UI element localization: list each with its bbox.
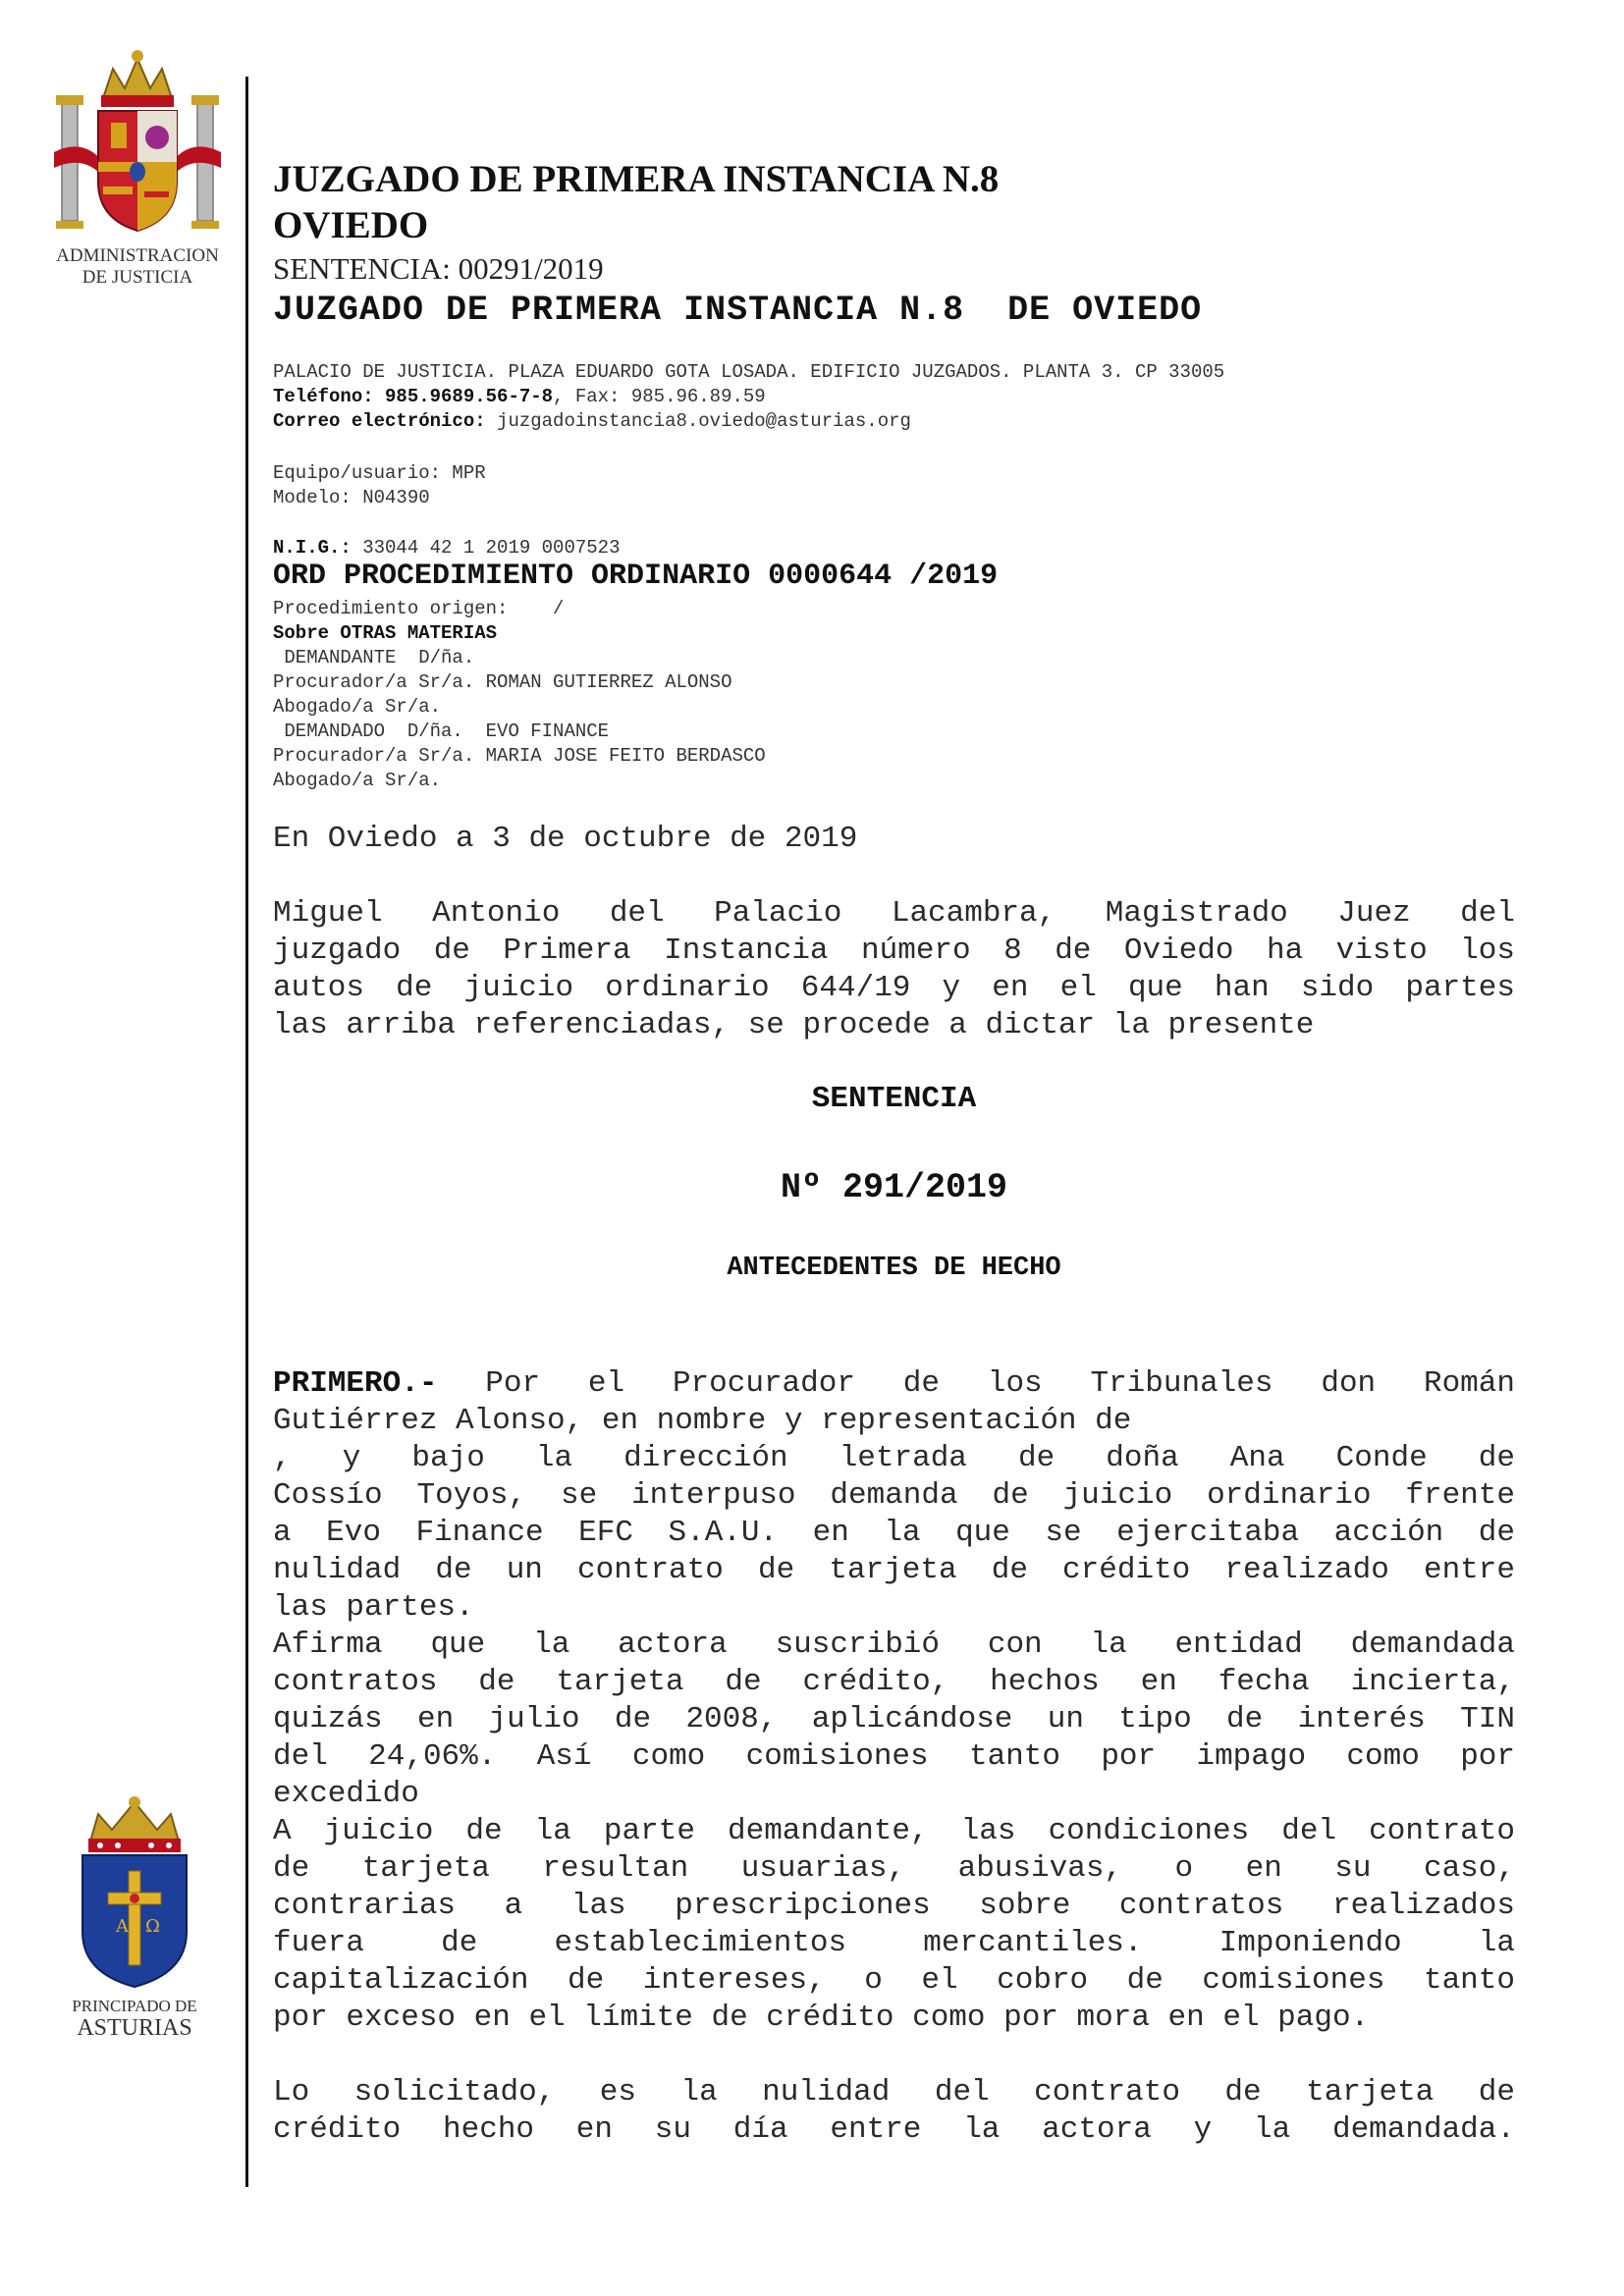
juicio-line: A juicio de la parte demandante, las condiciones del contrato (273, 1814, 1515, 1848)
primero-line: Gutiérrez Alonso, en nombre y representación de (273, 1404, 1132, 1438)
asturias-shield-icon (61, 1794, 208, 1991)
procedure-number: ORD PROCEDIMIENTO ORDINARIO 0000644 /2019 (273, 560, 999, 593)
court-address: PALACIO DE JUSTICIA. PLAZA EDUARDO GOTA LOSADA. EDIFICIO JUZGADOS. PLANTA 3. CP 33005 (273, 361, 1225, 383)
court-title-line2: OVIEDO (273, 204, 429, 246)
demandante: DEMANDANTE D/ña. (273, 647, 475, 668)
court-phone-fax (273, 385, 766, 409)
juicio-line: contrarias a las prescripciones sobre contratos realizados (273, 1889, 1515, 1923)
subject (273, 621, 497, 646)
logo-caption-top-2: DE JUSTICIA (81, 267, 193, 288)
primero-line: a Evo Finance EFC S.A.U. en la que se ejercitaba acción de (273, 1516, 1515, 1550)
logo-caption-top-1: ADMINISTRACION (56, 245, 219, 266)
afirma-line: quizás en julio de 2008, aplicándose un tipo de interés TIN (273, 1702, 1515, 1736)
primero-paragraph (273, 1365, 1515, 2149)
intro-line: Miguel Antonio del Palacio Lacambra, Magistrado Juez del (273, 896, 1515, 931)
afirma-line: contratos de tarjeta de crédito, hechos en fecha incierta, (273, 1665, 1515, 1699)
afirma-line: excedido (273, 1777, 419, 1811)
equipo-usuario: Equipo/usuario: MPR (273, 462, 486, 484)
date-line: En Oviedo a 3 de octubre de 2019 (273, 822, 858, 856)
juicio-line: capitalización de intereses, o el cobro de comisiones tanto (273, 1963, 1515, 1998)
primero-line: , y bajo la dirección letrada de doña Ana Conde de (273, 1441, 1515, 1475)
court-title-line1: JUZGADO DE PRIMERA INSTANCIA N.8 (273, 158, 1000, 200)
administracion-justicia-logo (44, 44, 231, 288)
intro-line: las arriba referenciadas, se procede a dictar la presente (273, 1008, 1315, 1042)
primero-label: PRIMERO.- (273, 1366, 438, 1401)
juicio-line: de tarjeta resultan usuarias, abusivas, o en su caso, (273, 1851, 1515, 1886)
court-email (273, 409, 911, 434)
primero-line: las partes. (273, 1590, 474, 1625)
subject-text: Sobre OTRAS MATERIAS (273, 622, 498, 644)
primero-line: Cossío Toyos, se interpuso demanda de juicio ordinario frente (273, 1478, 1515, 1513)
sentencia-number: Nº 291/2019 (780, 1168, 1008, 1207)
court-full-name: JUZGADO DE PRIMERA INSTANCIA N.8 DE OVIEDO (273, 291, 1203, 330)
phone-label: Teléfono: 985.9689.56-7-8 (273, 386, 554, 407)
juicio-line: fuera de establecimientos mercantiles. Imponiendo la (273, 1926, 1515, 1960)
section-heading: ANTECEDENTES DE HECHO (727, 1254, 1061, 1283)
abogado-demandado: Abogado/a Sr/a. (273, 770, 442, 791)
svg-text:A: A (116, 1916, 129, 1937)
margin-rule (245, 77, 248, 2187)
intro-line: autos de juicio ordinario 644/19 y en el que han sido partes (273, 971, 1515, 1005)
paragraph-gap (273, 2037, 1515, 2074)
juicio-line: por exceso en el límite de crédito como por mora en el pago. (273, 2001, 1370, 2035)
intro-line: juzgado de Primera Instancia número 8 de Oviedo ha visto los (273, 934, 1515, 968)
demandado: DEMANDADO D/ña. EVO FINANCE (273, 721, 610, 742)
email-value: juzgadoinstancia8.oviedo@asturias.org (485, 410, 911, 432)
principado-asturias-logo (61, 1794, 208, 2041)
procedure-origin: Procedimiento origen: / (273, 598, 565, 619)
procurador-demandante: Procurador/a Sr/a. ROMAN GUTIERREZ ALONSO (273, 671, 732, 693)
abogado-demandante: Abogado/a Sr/a. (273, 696, 442, 718)
modelo: Modelo: N04390 (273, 487, 430, 508)
logo-caption-bottom-2: ASTURIAS (77, 2015, 192, 2041)
intro-paragraph (273, 895, 1515, 1044)
solicitado-line: crédito hecho en su día entre la actora y la demandada. (273, 2112, 1515, 2147)
svg-text:Ω: Ω (145, 1916, 160, 1937)
procurador-demandado: Procurador/a Sr/a. MARIA JOSE FEITO BERDASCO (273, 745, 766, 767)
nig-label: N.I.G.: (273, 537, 352, 559)
email-label: Correo electrónico: (273, 410, 486, 432)
nig-value: 33044 42 1 2019 0007523 (351, 537, 621, 559)
fax-value: , Fax: 985.96.89.59 (553, 386, 766, 407)
sentencia-title: SENTENCIA (811, 1082, 977, 1116)
logo-caption-bottom-1: PRINCIPADO DE (72, 1997, 197, 2015)
afirma-line: del 24,06%. Así como comisiones tanto por impago como por (273, 1739, 1515, 1774)
solicitado-line: Lo solicitado, es la nulidad del contrato de tarjeta de (273, 2075, 1515, 2109)
primero-first-line (273, 1365, 1515, 1403)
sentencia-reference: SENTENCIA: 00291/2019 (273, 251, 604, 286)
primero-line: nulidad de un contrato de tarjeta de crédito realizado entre (273, 1553, 1515, 1587)
coat-of-arms-icon (44, 44, 231, 240)
primero-line-rest: Por el Procurador de los Tribunales don Román (437, 1366, 1515, 1401)
nig (273, 536, 620, 561)
afirma-line: Afirma que la actora suscribió con la entidad demandada (273, 1628, 1515, 1662)
